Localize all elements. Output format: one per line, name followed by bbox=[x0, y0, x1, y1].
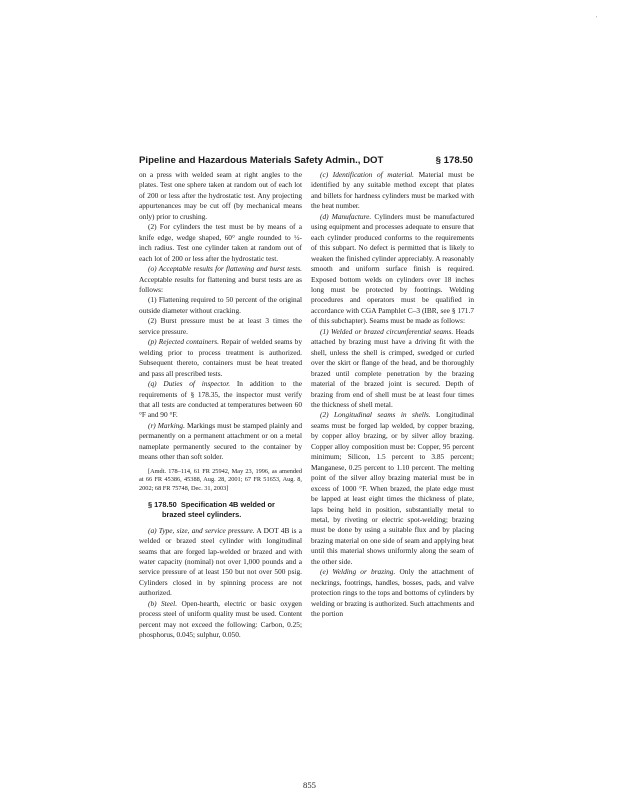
paragraph bbox=[311, 567, 474, 619]
paragraph-body: Acceptable results for flattening and burst tests are as follows: bbox=[139, 274, 302, 294]
paragraph-body: Only the attachment of neckrings, footrings, handles, bosses, pads, and valve protection rings to the tops and bottoms of cylinders by welding or brazing is authorized. Such attachments and the portion bbox=[311, 567, 474, 619]
amendment-citation: [Amdt. 178–114, 61 FR 25942, May 23, 1996, as amended at 66 FR 45386, 45388, Aug. 28, 2001; 67 FR 51653, Aug. 8, 2002; 68 FR 75748, Dec. 31, 2003] bbox=[139, 467, 302, 493]
paragraph bbox=[311, 212, 474, 327]
paragraph-heading: (e) Welding or brazing. bbox=[320, 567, 396, 577]
paragraph bbox=[311, 170, 474, 212]
paragraph-heading: (o) Acceptable results for flattening and burst tests. bbox=[148, 264, 302, 274]
paragraph-heading: (c) Identification of material. bbox=[320, 170, 415, 179]
corner-mark: ' bbox=[596, 16, 598, 22]
paragraph-body: Repair of welded seams by welding prior to process treatment is authorized. Subsequent thereto, containers must be heat treated and pass all prescribed tests. bbox=[139, 337, 302, 378]
paragraph: (1) Flattening required to 50 percent of the original outside diameter without cracking. bbox=[139, 295, 302, 315]
paragraph-body: In addition to the requirements of § 178.35, the inspector must verify that all tests are conducted at temperatures between 60 °F and 90 °F. bbox=[139, 379, 302, 420]
paragraph bbox=[311, 327, 474, 411]
right-column bbox=[311, 170, 474, 778]
paragraph: (2) For cylinders the test must be by means of a knife edge, wedge shaped, 60° angle rounded to ½-inch radius. Test one cylinder taken at random out of each lot of 200 or less after the hydrostatic test. bbox=[139, 222, 302, 263]
paragraph-body: Cylinders must be manufactured using equipment and processes adequate to ensure that each cylinder produced conforms to the requirements of this subpart. No defect is permitted that is likely to weaken the finished cylinder appreciably. A reasonably smooth and uniform surface finish is required. Exposed bottom welds on cylinders over 18 inches long must be protected by footrings. Welding procedures and operators must be qualified in accordance with CGA Pamphlet C–3 (IBR, see § 171.7 of this subchapter). Seams must be made as follows: bbox=[311, 211, 474, 326]
header-section-number: § 178.50 bbox=[435, 155, 473, 166]
paragraph bbox=[139, 337, 302, 379]
paragraph-heading: (d) Manufacture. bbox=[320, 211, 372, 221]
paragraph-heading: (q) Duties of inspector. bbox=[148, 379, 231, 389]
paragraph-body: Material must be identified by any suitable method except that plates and billets for hardness cylinders must be marked with the heat number. bbox=[311, 170, 474, 211]
paragraph bbox=[311, 410, 474, 567]
paragraph-body: Markings must be stamped plainly and permanently on a permanent attachment or on a metal nameplate permanently secured to the container by means other than soft solder. bbox=[139, 420, 302, 462]
paragraph-heading: (p) Rejected containers. bbox=[148, 337, 219, 347]
paragraph-body: A DOT 4B is a welded or brazed steel cylinder with longitudinal seams that are forged lap-welded or brazed and with water capacity (nominal) not over 1,000 pounds and a service pressure of at least 150 but not over 500 psig. Cylinders closed in by spinning process are not authorized. bbox=[139, 525, 302, 598]
paragraph-heading: (1) Welded or brazed circumferential seams. bbox=[320, 326, 454, 336]
section-title-line-2: brazed steel cylinders. bbox=[162, 510, 242, 520]
header-agency-title: Pipeline and Hazardous Materials Safety Admin., DOT bbox=[139, 155, 384, 166]
paragraph bbox=[139, 599, 302, 641]
paragraph-body: Heads attached by brazing must have a driving fit with the shell, unless the shell is crimped, swedged or curled over the skirt or flange of the head, and be thoroughly brazed until complete penetration by the brazing material of the brazed joint is secured. Depth of brazing from end of shell must be at least four times the thickness of shell metal. bbox=[311, 326, 474, 409]
paragraph bbox=[139, 264, 302, 295]
paragraph: (2) Burst pressure must be at least 3 times the service pressure. bbox=[139, 316, 302, 336]
paragraph-heading: (r) Marking. bbox=[148, 420, 185, 430]
section-title-line-1: Specification 4B welded or bbox=[180, 499, 275, 509]
paragraph-heading: (2) Longitudinal seams in shells. bbox=[320, 410, 431, 420]
paragraph-body: Open-hearth, electric or basic oxygen process steel of uniform quality must be used. Content percent may not exceed the following: Carbon, 0.25; phosphorus, 0.045; sulphur, 0.050. bbox=[139, 598, 302, 640]
paragraph: on a press with welded seam at right angles to the plates. Test one sphere taken at random out of each lot of 200 or less after the hydrostatic test. Any projecting appurtenances may be cut off (by mechanical means only) prior to crushing. bbox=[139, 170, 302, 221]
paragraph bbox=[139, 379, 302, 421]
paragraph bbox=[139, 526, 302, 599]
paragraph-heading: (b) Steel. bbox=[148, 598, 178, 608]
paragraph-body: Longitudinal seams must be forged lap welded, by copper brazing, by copper alloy brazing, or by silver alloy brazing. Copper alloy composition must be: Copper, 95 percent minimum; Silicon, 1.5 percent to 3.85 percent; Manganese, 0.25 percent to 1.10 percent. The melting point of the silver alloy brazing material must be in excess of 1000 °F. When brazed, the plate edge must be lapped at least eight times the thickness of plate, laps being held in position, substantially metal to metal, by riveting or electric spot-welding; brazing must be done by using a suitable flux and by placing brazing material on one side of seam and applying heat until this material shows uniformly along the seam of the other side. bbox=[311, 410, 474, 566]
running-header bbox=[139, 154, 473, 168]
section-heading bbox=[139, 500, 302, 521]
paragraph-heading: (a) Type, size, and service pressure. bbox=[148, 525, 255, 535]
section-number: § 178.50 bbox=[148, 499, 177, 509]
page-number: 855 bbox=[303, 780, 316, 790]
left-column bbox=[139, 170, 302, 778]
paragraph bbox=[139, 421, 302, 463]
